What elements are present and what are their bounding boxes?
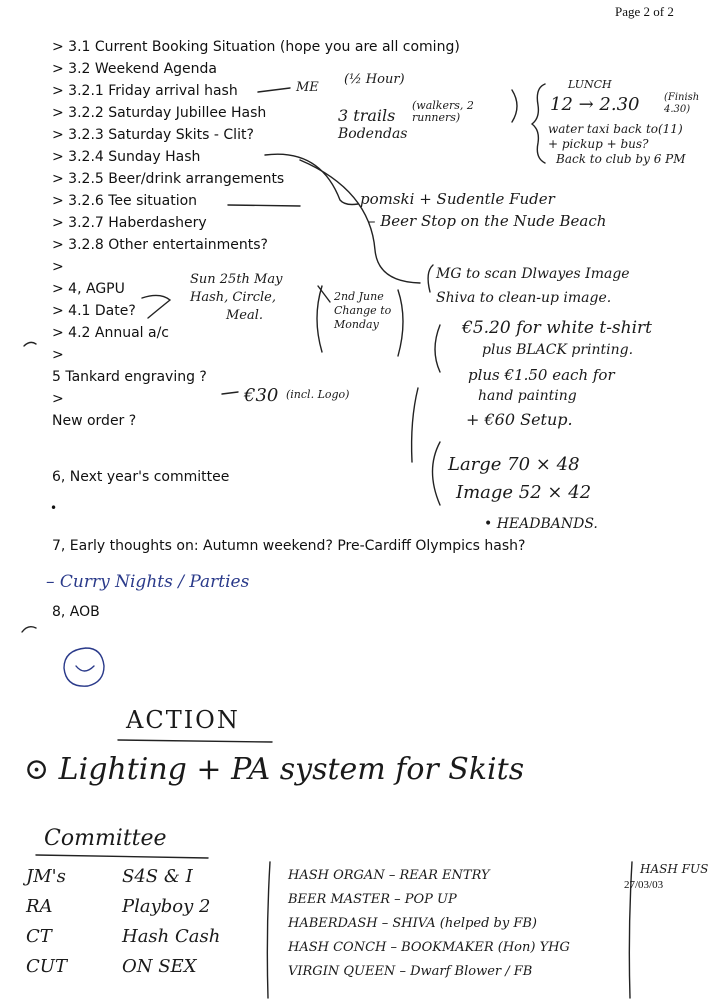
agenda-item: > 3.1 Current Booking Situation (hope you are all coming)	[52, 39, 460, 55]
roles-divider-stroke	[267, 862, 270, 998]
note-shiva: Shiva to clean-up image.	[436, 290, 612, 306]
note-finish: (Finish 4.30)	[664, 92, 700, 115]
committee-underline-stroke	[36, 855, 208, 858]
lunch-brace-stroke	[532, 84, 545, 163]
note-headbands: • HEADBANDS.	[484, 516, 598, 532]
agenda-item: > 3.2 Weekend Agenda	[52, 61, 217, 77]
agenda-item-6: 6, Next year's committee	[52, 469, 230, 485]
agenda-item: > 3.2.4 Sunday Hash	[52, 149, 201, 165]
note-hand-painting: hand painting	[478, 388, 577, 404]
note-back-to-club: Back to club by 6 PM	[556, 152, 686, 166]
agenda-item: > 3.2.6 Tee situation	[52, 193, 198, 209]
note-june-change: 2nd June Change to Monday	[334, 290, 392, 331]
agenda-item-8: 8, AOB	[52, 604, 100, 620]
smiley-mouth-stroke	[76, 666, 94, 671]
committee-member: CUT	[26, 956, 67, 977]
note-plus-black: plus BLACK printing.	[482, 342, 634, 358]
sizes-bracket-stroke	[433, 442, 441, 505]
agenda-list	[52, 36, 460, 432]
note-agpu-meal: Meal.	[226, 308, 264, 323]
note-hash-flag: HASH FUS	[640, 862, 709, 876]
note-curry-nights: – Curry Nights / Parties	[46, 572, 250, 592]
committee-role: ON SEX	[122, 956, 197, 977]
note-lunch: LUNCH	[568, 78, 612, 91]
agenda-item: > 3.2.7 Haberdashery	[52, 215, 207, 231]
committee-post: BEER MASTER – POP UP	[288, 892, 457, 907]
note-bodenden: Bodendas	[338, 126, 408, 142]
agenda-item: 5 Tankard engraving ?	[52, 369, 207, 385]
note-half-hour: (½ Hour)	[344, 72, 405, 87]
note-plus-extra: plus €1.50 each for	[468, 366, 615, 384]
note-tshirt-price: €5.20 for white t-shirt	[462, 318, 653, 338]
committee-post: HASH CONCH – BOOKMAKER (Hon) YHG	[288, 940, 570, 955]
agenda-item: > 4.2 Annual a/c	[52, 325, 170, 341]
action-underline-stroke	[118, 740, 272, 742]
note-mg-scan: MG to scan Dlwayes Image	[436, 266, 630, 282]
note-three-trails: 3 trails	[338, 106, 396, 125]
committee-role: Playboy 2	[122, 896, 211, 917]
note-walkers: (walkers, 2 runners)	[412, 99, 474, 124]
committee-member: RA	[26, 896, 53, 917]
note-agpu-events: Hash, Circle,	[190, 290, 276, 305]
agenda-item: > 3.2.1 Friday arrival hash	[52, 83, 238, 99]
note-lunch-time: 12 → 2.30	[550, 94, 640, 115]
date-stamp: 27/03/03	[624, 879, 664, 891]
note-image-size: Image 52 × 42	[456, 482, 592, 503]
committee-post: HABERDASH – SHIVA (helped by FB)	[288, 916, 537, 931]
note-tankard-price: €30	[244, 385, 279, 406]
agenda-item: > 3.2.8 Other entertainments?	[52, 237, 268, 253]
page-number: Page 2 of 2	[615, 4, 674, 19]
note-me: ME	[296, 80, 319, 95]
agenda-item: >	[52, 259, 64, 275]
agenda-item: > 4, AGPU	[52, 281, 125, 297]
note-setup: + €60 Setup.	[466, 410, 573, 429]
agenda-item-7: 7, Early thoughts on: Autumn weekend? Pre-Cardiff Olympics hash?	[52, 538, 526, 554]
committee-post: HASH ORGAN – REAR ENTRY	[288, 868, 490, 883]
note-tankard-logo: (incl. Logo)	[286, 388, 350, 401]
margin-mark-1	[24, 342, 36, 346]
note-large: Large 70 × 48	[448, 454, 580, 475]
agenda-item: > 3.2.5 Beer/drink arrangements	[52, 171, 285, 187]
margin-mark-2	[22, 627, 36, 632]
action-lighting: ⊙ Lighting + PA system for Skits	[24, 752, 525, 787]
committee-member: JM's	[26, 866, 66, 887]
agenda-item: >	[52, 391, 64, 407]
agenda-item: > 3.2.3 Saturday Skits - Clit?	[52, 127, 254, 143]
committee-post: VIRGIN QUEEN – Dwarf Blower / FB	[288, 964, 533, 979]
agenda-item: New order ?	[52, 413, 137, 429]
committee-member: CT	[26, 926, 52, 947]
agenda-item: > 4.1 Date?	[52, 303, 136, 319]
committee-role: S4S & I	[122, 866, 193, 887]
note-pickup: + pickup + bus?	[548, 137, 649, 151]
committee-heading: Committee	[44, 826, 167, 851]
note-water-taxi: water taxi back to(11)	[548, 122, 683, 136]
note-pomski: pomski + Sudentle Fuder	[360, 190, 555, 208]
action-heading: ACTION	[126, 706, 240, 734]
note-beer-stop: – Beer Stop on the Nude Beach	[368, 212, 607, 230]
walkers-paren-stroke	[512, 90, 517, 122]
smiley-face-stroke	[64, 648, 104, 686]
agenda-bullet: •	[50, 501, 58, 515]
agenda-item: > 3.2.2 Saturday Jubillee Hash	[52, 105, 267, 121]
agenda-item: >	[52, 347, 64, 363]
note-agpu-date: Sun 25th May	[190, 272, 283, 287]
committee-role: Hash Cash	[122, 926, 221, 947]
